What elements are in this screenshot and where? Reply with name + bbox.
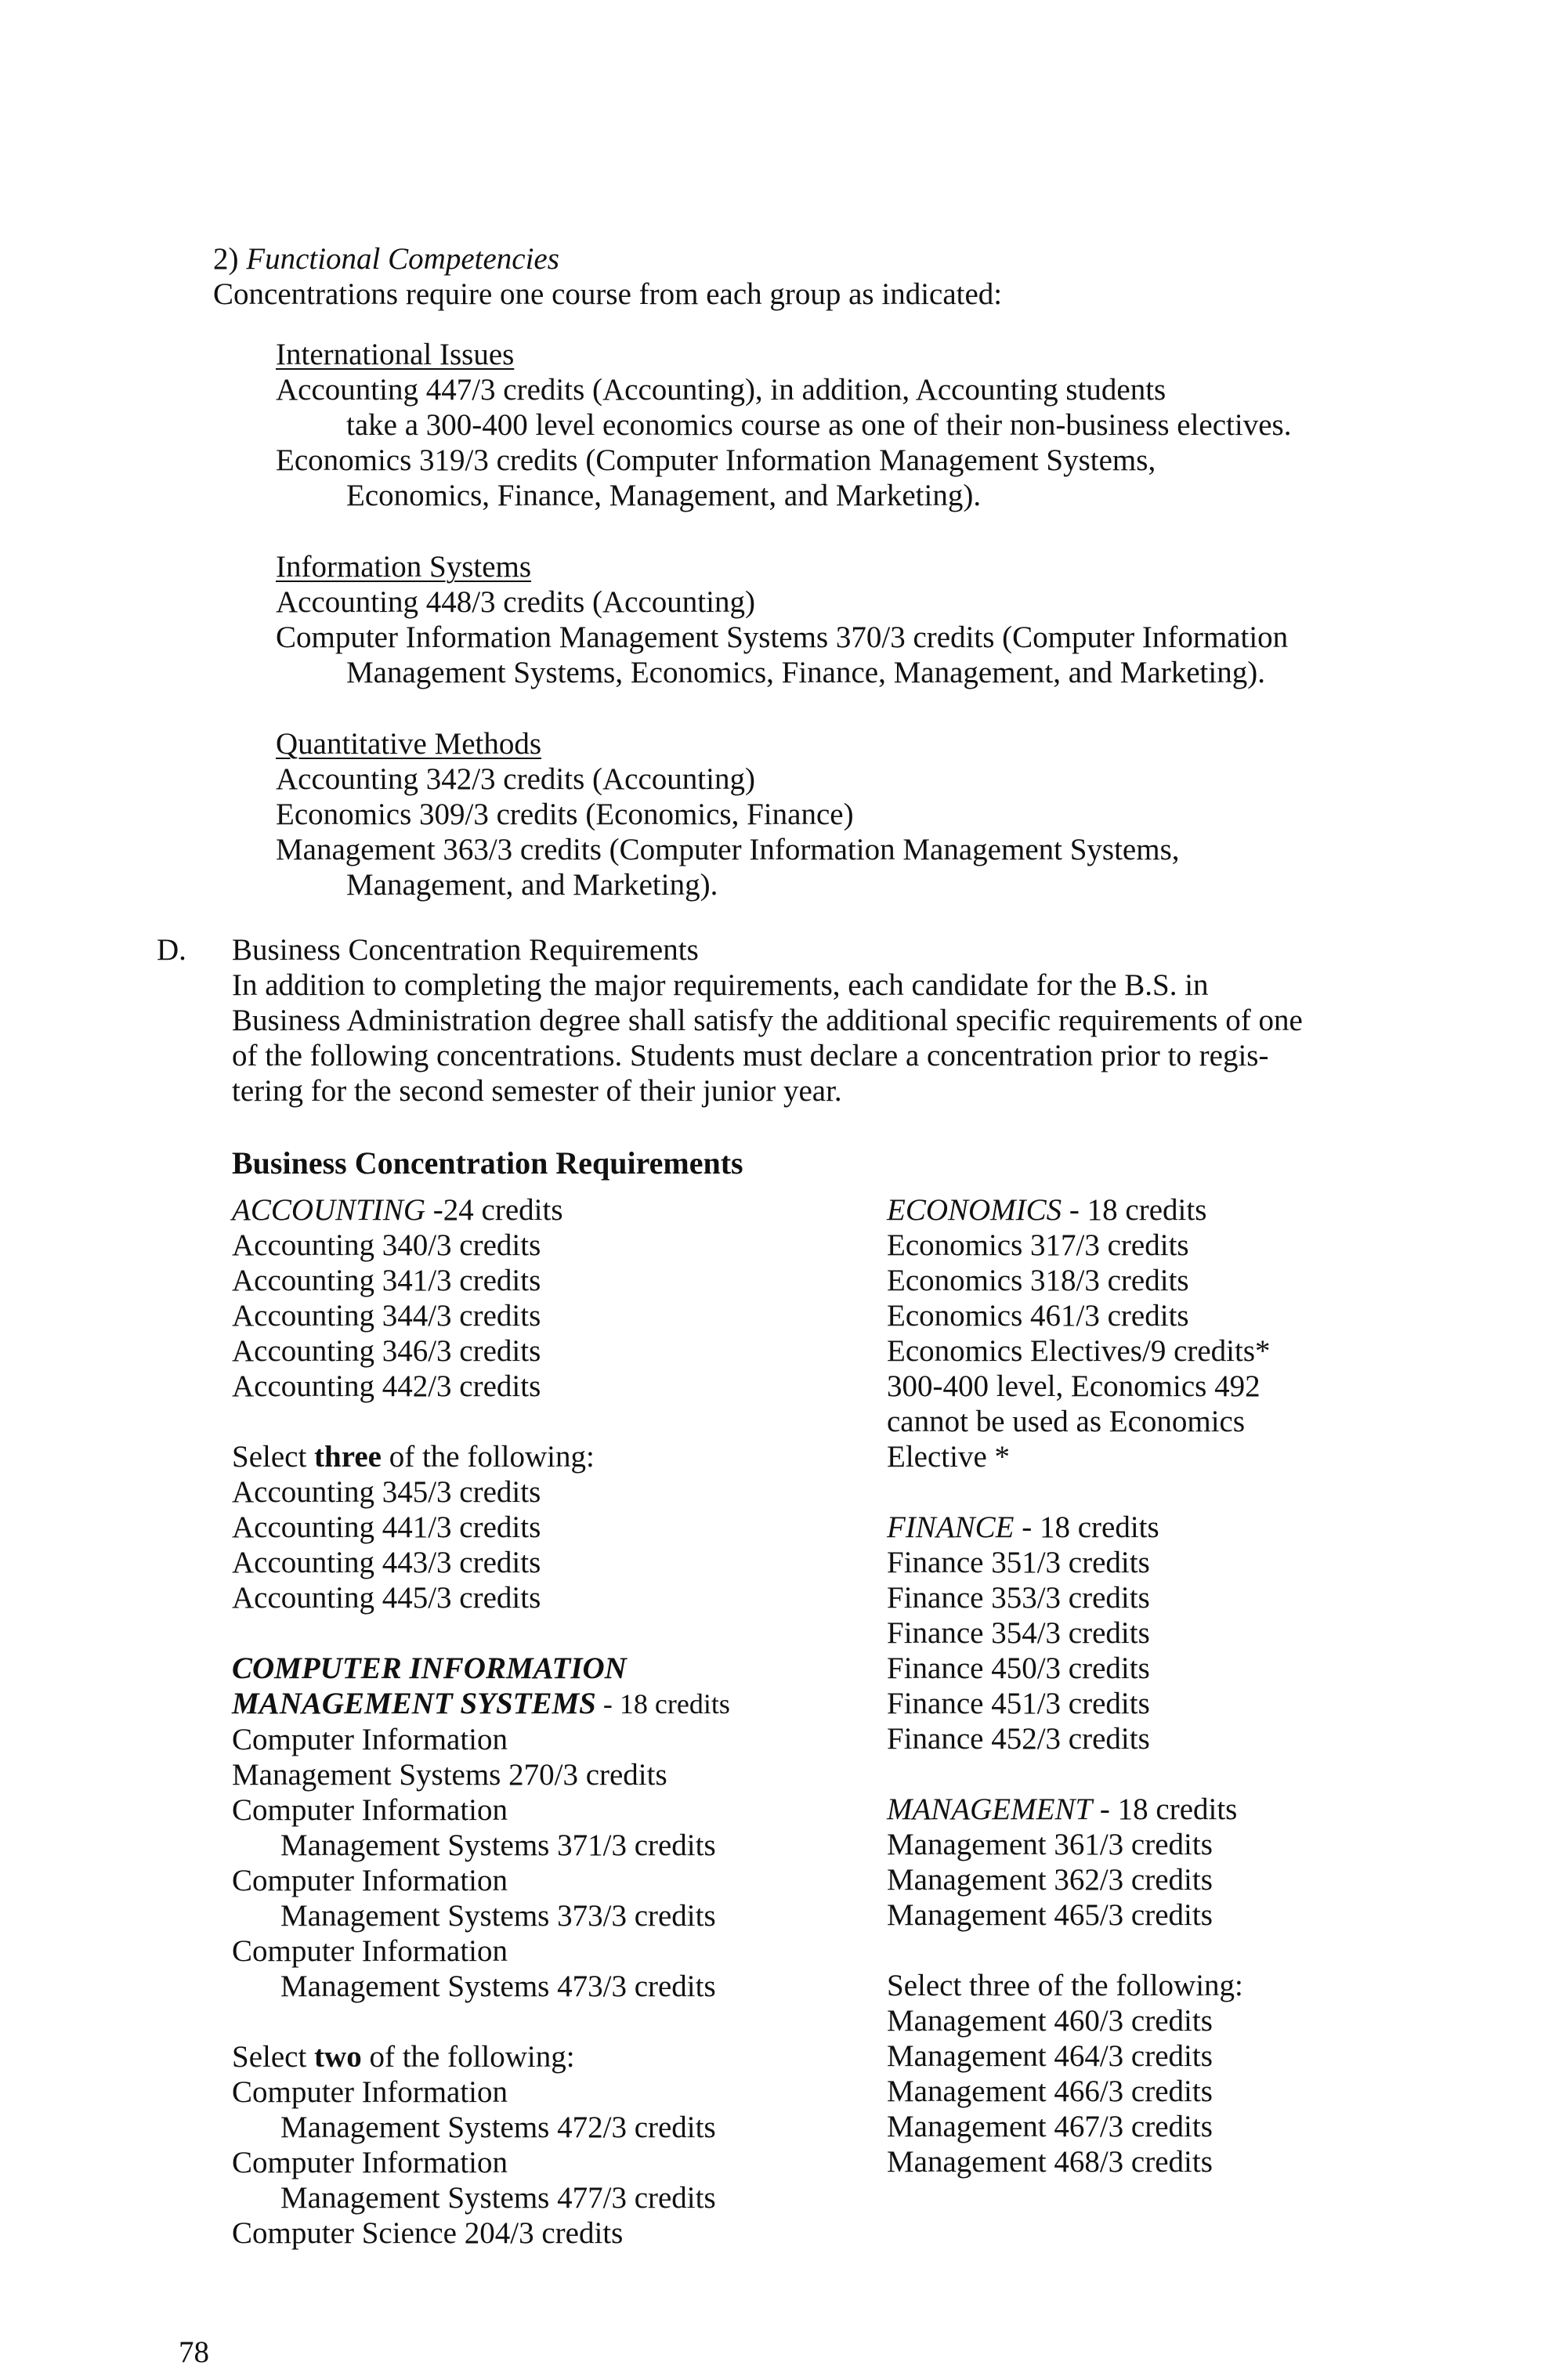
select-instruction: Select three of the following: xyxy=(232,1440,595,1474)
accounting-concentration xyxy=(232,1192,874,1615)
course-line: cannot be used as Economics xyxy=(887,1405,1246,1438)
course-line: Management 465/3 credits xyxy=(887,1898,1213,1932)
group-line: Economics 319/3 credits (Computer Information Management Systems, xyxy=(276,443,1156,477)
group-line: take a 300-400 level economics course as one of their non-business electives. xyxy=(346,408,1292,442)
concentration-title: MANAGEMENT xyxy=(887,1792,1093,1826)
course-line: 300-400 level, Economics 492 xyxy=(887,1369,1260,1403)
course-line: Computer Information xyxy=(232,1864,508,1897)
course-line: Management 466/3 credits xyxy=(887,2074,1213,2108)
section-d-paragraph-line: tering for the second semester of their junior year. xyxy=(232,1074,842,1108)
concentration-credits: - 18 credits xyxy=(1062,1193,1207,1227)
course-line: Finance 354/3 credits xyxy=(887,1616,1150,1650)
course-line: Accounting 445/3 credits xyxy=(232,1581,541,1615)
page-number: 78 xyxy=(179,2335,209,2369)
course-line: Accounting 340/3 credits xyxy=(232,1228,541,1262)
course-line: Accounting 441/3 credits xyxy=(232,1510,541,1544)
course-line: Economics 318/3 credits xyxy=(887,1264,1189,1297)
course-line: Computer Information xyxy=(232,2146,508,2179)
section-d-paragraph-line: Business Administration degree shall satisfy the additional specific requirements of one xyxy=(232,1004,1303,1037)
course-line: Management 464/3 credits xyxy=(887,2039,1213,2073)
cims-concentration xyxy=(232,1651,874,2251)
course-line: Computer Information xyxy=(232,2075,508,2109)
group-line: Management Systems, Economics, Finance, Management, and Marketing). xyxy=(346,656,1265,689)
course-line: Accounting 346/3 credits xyxy=(232,1334,541,1368)
group-line: Economics 309/3 credits (Economics, Finance) xyxy=(276,798,854,831)
section-d-paragraph-line: of the following concentrations. Students must declare a concentration prior to regis- xyxy=(232,1039,1269,1072)
group-heading: Quantitative Methods xyxy=(276,727,542,761)
course-line: Accounting 443/3 credits xyxy=(232,1546,541,1579)
management-concentration xyxy=(887,1792,1482,2179)
concentration-credits: - 18 credits xyxy=(1092,1792,1238,1826)
group-heading: International Issues xyxy=(276,338,515,371)
course-line: Economics Electives/9 credits* xyxy=(887,1334,1271,1368)
course-line: Computer Information xyxy=(232,1934,508,1968)
select-instruction: Select two of the following: xyxy=(232,2040,575,2074)
section-d-title: Business Concentration Requirements xyxy=(232,933,699,967)
course-line: Management Systems 477/3 credits xyxy=(280,2181,716,2215)
group-line: Economics, Finance, Management, and Marketing). xyxy=(346,479,982,512)
group-line: Computer Information Management Systems 370/3 credits (Computer Information xyxy=(276,620,1289,654)
course-line: Finance 351/3 credits xyxy=(887,1546,1150,1579)
group-international-issues xyxy=(276,337,1498,513)
course-line: Management Systems 373/3 credits xyxy=(280,1899,716,1933)
group-quantitative-methods xyxy=(276,726,1498,902)
course-line: Computer Information xyxy=(232,1723,508,1756)
course-line: Accounting 442/3 credits xyxy=(232,1369,541,1403)
right-column xyxy=(887,1192,1482,2179)
concentration-title: COMPUTER INFORMATION xyxy=(232,1651,627,1685)
group-heading: Information Systems xyxy=(276,550,532,584)
course-line: Finance 450/3 credits xyxy=(887,1651,1150,1685)
left-column xyxy=(232,1192,874,2251)
concentration-table-heading: Business Concentration Requirements xyxy=(232,1145,743,1181)
group-line: Accounting 342/3 credits (Accounting) xyxy=(276,762,755,796)
course-line: Elective * xyxy=(887,1440,1011,1474)
course-line: Accounting 344/3 credits xyxy=(232,1299,541,1333)
section-number: 2) xyxy=(213,242,239,276)
group-line: Management, and Marketing). xyxy=(346,868,718,902)
course-line: Management Systems 371/3 credits xyxy=(280,1828,716,1862)
course-line: Accounting 341/3 credits xyxy=(232,1264,541,1297)
course-line: Management Systems 473/3 credits xyxy=(280,1969,716,2003)
course-line: Computer Science 204/3 credits xyxy=(232,2216,624,2250)
functional-competencies-section xyxy=(213,241,1467,312)
concentration-title: FINANCE xyxy=(887,1510,1015,1544)
section-d-letter: D. xyxy=(157,933,186,967)
competency-groups xyxy=(276,337,1498,902)
concentration-title: ACCOUNTING xyxy=(232,1193,426,1227)
section-d xyxy=(232,932,1438,1109)
section-d-paragraph-line: In addition to completing the major requirements, each candidate for the B.S. in xyxy=(232,968,1209,1002)
concentration-credits: -24 credits xyxy=(425,1193,563,1227)
economics-concentration xyxy=(887,1192,1482,1474)
course-line: Computer Information xyxy=(232,1793,508,1827)
course-line: Finance 451/3 credits xyxy=(887,1687,1150,1720)
group-line: Accounting 447/3 credits (Accounting), in addition, Accounting students xyxy=(276,373,1166,407)
course-line: Management 361/3 credits xyxy=(887,1828,1213,1861)
course-line: Accounting 345/3 credits xyxy=(232,1475,541,1509)
concentration-credits: - 18 credits xyxy=(595,1688,730,1720)
course-line: Management 362/3 credits xyxy=(887,1863,1213,1897)
section-title: Functional Competencies xyxy=(246,242,559,276)
course-line: Management Systems 270/3 credits xyxy=(232,1758,667,1792)
course-line: Management 467/3 credits xyxy=(887,2110,1213,2143)
course-line: Finance 353/3 credits xyxy=(887,1581,1150,1615)
concentration-title: ECONOMICS xyxy=(887,1193,1062,1227)
course-line: Management Systems 472/3 credits xyxy=(280,2111,716,2144)
section-intro: Concentrations require one course from each group as indicated: xyxy=(213,277,1003,311)
course-line: Economics 317/3 credits xyxy=(887,1228,1189,1262)
group-line: Accounting 448/3 credits (Accounting) xyxy=(276,585,755,619)
course-line: Management 460/3 credits xyxy=(887,2004,1213,2038)
finance-concentration xyxy=(887,1510,1482,1756)
group-line: Management 363/3 credits (Computer Information Management Systems, xyxy=(276,833,1180,866)
course-line: Management 468/3 credits xyxy=(887,2145,1213,2179)
section-heading xyxy=(213,241,1467,277)
group-information-systems xyxy=(276,549,1498,690)
concentration-title: MANAGEMENT SYSTEMS xyxy=(232,1687,596,1720)
course-line: Finance 452/3 credits xyxy=(887,1722,1150,1756)
select-instruction: Select three of the following: xyxy=(887,1969,1243,2002)
course-line: Economics 461/3 credits xyxy=(887,1299,1189,1333)
concentration-credits: - 18 credits xyxy=(1014,1510,1159,1544)
